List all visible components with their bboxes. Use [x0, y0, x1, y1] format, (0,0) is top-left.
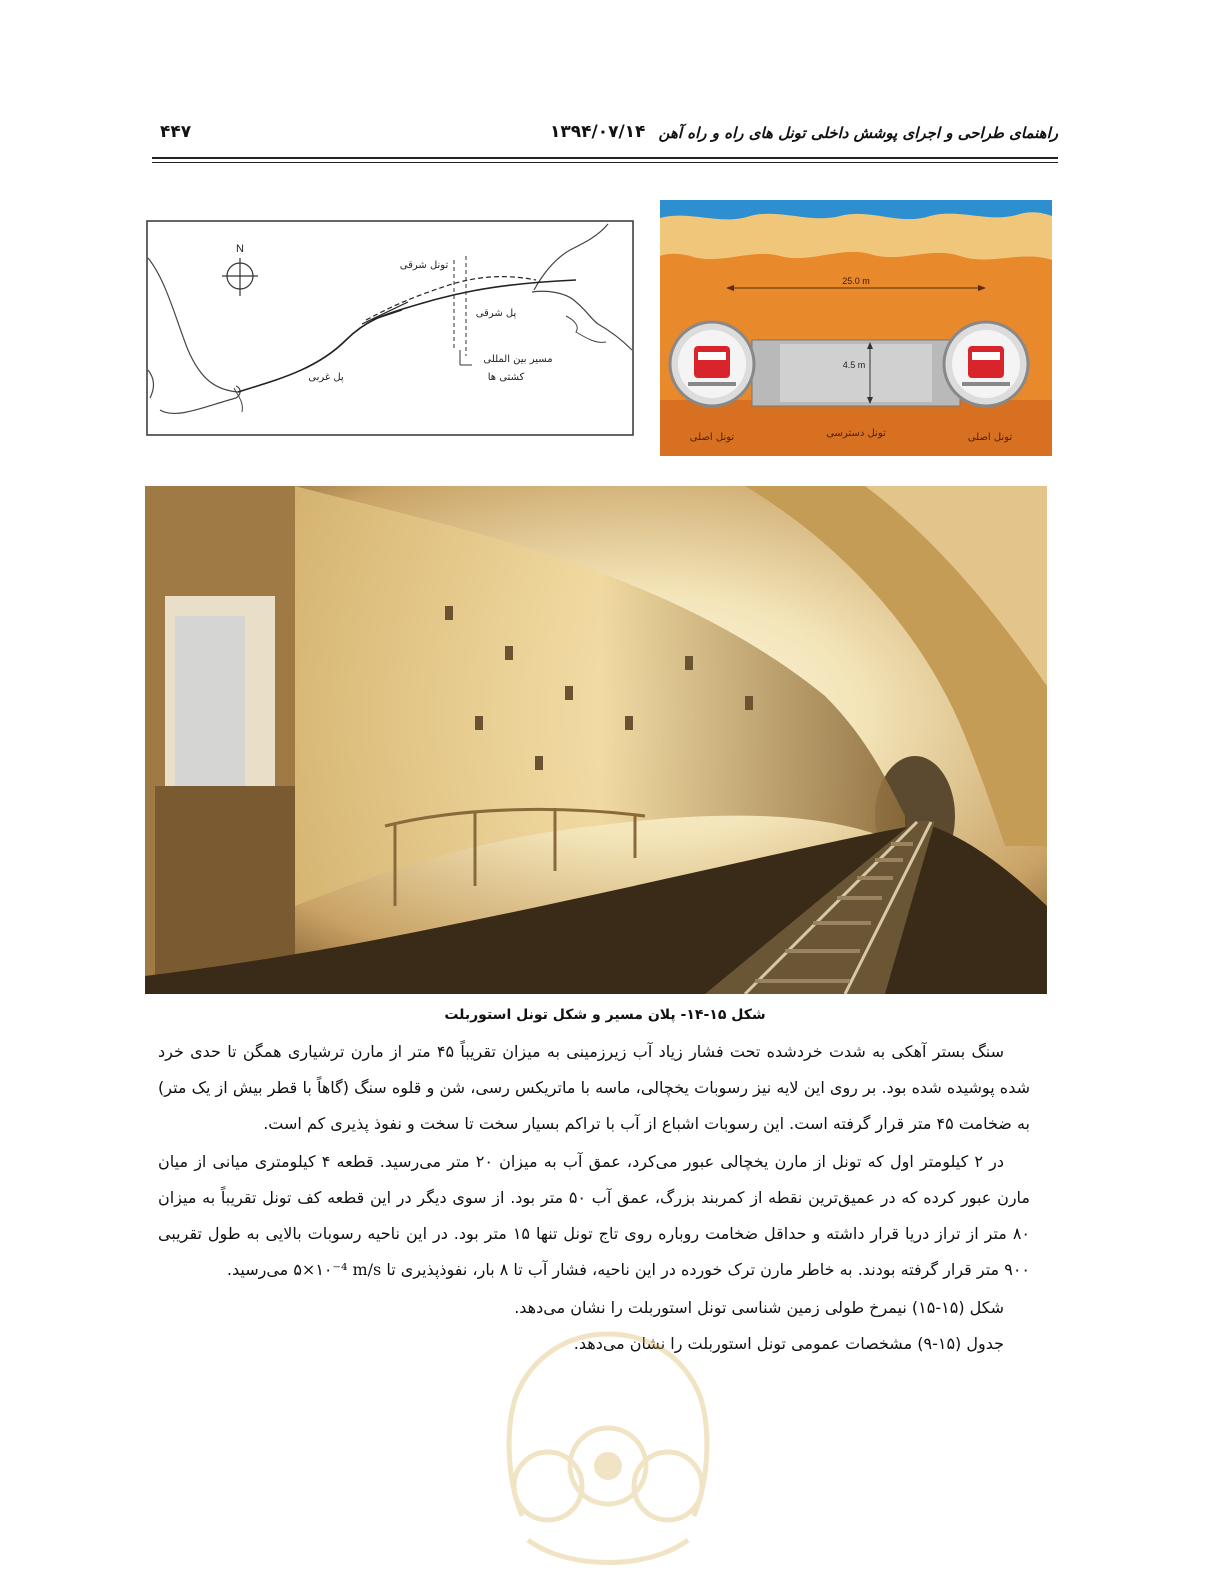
header-rule [152, 157, 1058, 159]
tunnel-cross-section [660, 200, 1052, 456]
north-label: N [236, 243, 244, 255]
label-left-tunnel: تونل اصلی [689, 432, 735, 443]
width-dimension: 25.0 m [842, 276, 870, 286]
label-east-bridge: پل شرقی [475, 308, 517, 319]
paragraph-2 [158, 1144, 1030, 1288]
header-date: ۱۳۹۴/۰۷/۱۴ [550, 122, 646, 142]
label-east-tunnel: تونل شرقی [399, 260, 449, 271]
label-shipping-route: مسیر بین المللی [483, 354, 553, 365]
route-map [146, 220, 634, 436]
paragraph-2-main: در ۲ کیلومتر اول که تونل از مارن یخچالی عبور می‌کرد، عمق آب به میزان ۲۰ متر می‌رسید. قطعه ۴ کیلومتری میانی از میان مارن عبور کرده که در عمیق‌ترین نقطه از کمربند بزرگ، عمق آب ۵۰ متر بود. از سوی دیگر در این قطعه کف تونل تقریباً به میزان ۸۰ متر از تراز دریا قرار داشته و حداقل ضخامت روباره روی تاج تونل تنها ۱۵ متر بود. در این ناحیه رسوبات بالایی به طول تقریبی ۹۰۰ متر قرار گرفته بودند. به خاطر مارن ترک خورده در این ناحیه، فشار آب تا ۸ بار، نفوذپذیری تا [158, 1152, 1031, 1279]
body-text [158, 1034, 1030, 1362]
figure-reference: شکل (۱۵-۱۵) نیمرخ طولی زمین شناسی تونل استوربلت را نشان می‌دهد. [514, 1298, 1004, 1317]
permeability-value: ۵×۱۰⁻⁴ m/s [293, 1260, 382, 1279]
tunnel-interior-photo [145, 486, 1047, 994]
page-number: ۴۴۷ [160, 122, 192, 142]
book-title: راهنمای طراحی و اجرای پوشش داخلی تونل های راه و راه آهن [658, 124, 1058, 142]
label-shipping-ships: کشتی ها [487, 372, 525, 383]
train-right [968, 346, 1004, 378]
figure-caption: شکل ۱۵-۱۴- پلان مسیر و شکل تونل استوربلت [444, 1007, 766, 1023]
train-left [694, 346, 730, 378]
header-rule-thin [152, 162, 1058, 163]
height-dimension: 4.5 m [842, 360, 866, 370]
label-access-tunnel: تونل دسترسی [826, 428, 886, 439]
page-header [152, 120, 1058, 150]
paragraph-2-end: می‌رسید. [226, 1260, 289, 1279]
paragraph-1: سنگ بستر آهکی به شدت خردشده تحت فشار زیاد آب زیرزمینی به میزان تقریباً ۴۵ متر از مارن ترشیاری همگن تا حدی خرد شده پوشیده شده بود. بر روی این لایه نیز رسوبات یخچالی، ماسه با ماتریکس رسی، شن و قلوه سنگ (گاهاً با قطر بیش از یک متر) به ضخامت ۴۵ متر قرار گرفته است. این رسوبات اشباع از آب با تراکم بسیار سخت تا سخت و نفوذ پذیری کم است. [158, 1042, 1030, 1133]
table-reference: جدول (۱۵-۹) مشخصات عمومی تونل استوربلت را نشان می‌دهد. [573, 1334, 1004, 1353]
label-right-tunnel: تونل اصلی [967, 432, 1013, 443]
label-west-bridge: پل غربی [308, 372, 344, 383]
watermark-logo [488, 1326, 728, 1584]
